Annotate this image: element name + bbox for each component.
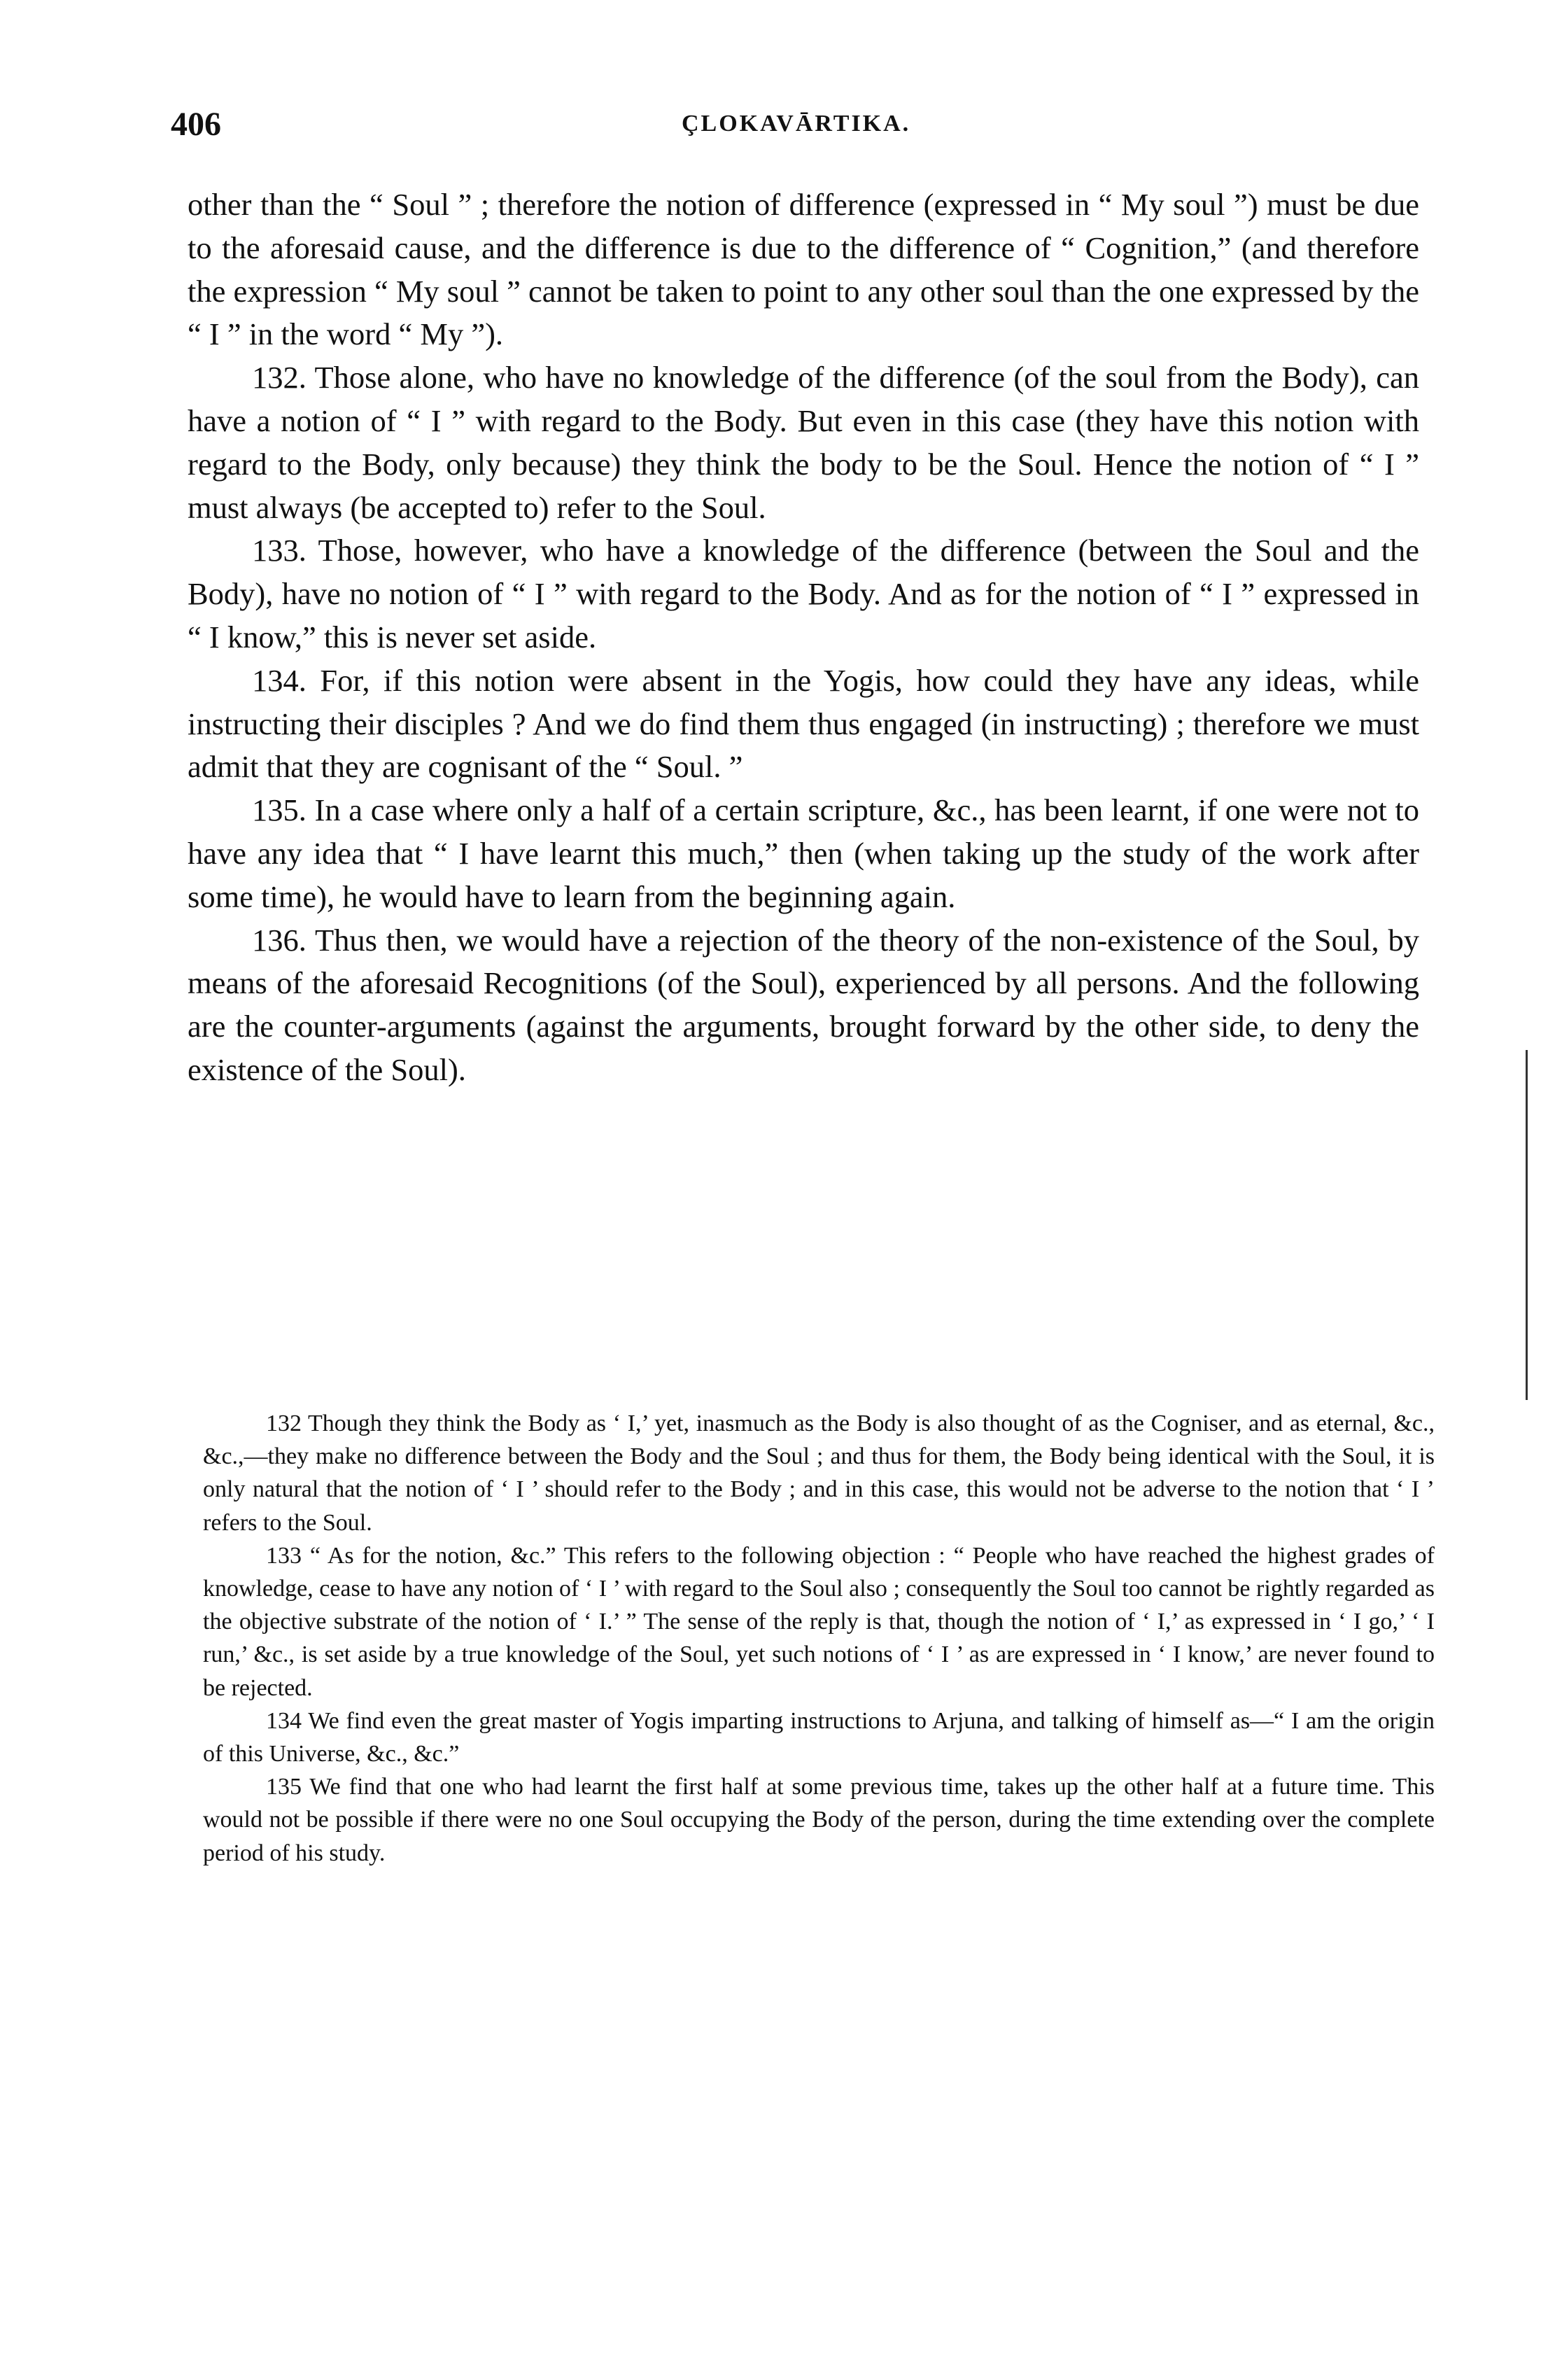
footnotes bbox=[203, 1407, 1435, 1870]
page-number: 406 bbox=[171, 106, 221, 143]
page-header bbox=[171, 105, 1444, 161]
footnote-132: 132 Though they think the Body as ‘ I,’ yet, inasmuch as the Body is also thought of as the Cogniser, and as eternal, &c., &c.,—they make no difference between the Body and the Soul ; and thus for them, the Body being identical with the Soul, it is only natural that the notion of ‘ I ’ should refer to the Body ; and in this case, this would not be adverse to the notion that ‘ I ’ refers to the Soul. bbox=[203, 1410, 1435, 1536]
verse-133: 133. Those, however, who have a knowledge of the difference (between the Soul and the Body), have no notion of “ I ” with regard to the Body. And as for the notion of “ I ” expressed in “ I know,” this is never set aside. bbox=[188, 533, 1419, 654]
verse-134: 134. For, if this notion were absent in the Yogis, how could they have any ideas, while instructing their disciples ? And we do find them thus engaged (in instructing) ; therefore we must admit that they are cognisant of the “ Soul. ” bbox=[188, 662, 1419, 785]
footnote-133: 133 “ As for the notion, &c.” This refers to the following objection : “ People who have reached the highest grades of knowledge, cease to have any notion of ‘ I ’ with regard to the Soul also ; consequently the Soul too cannot be rightly regarded as the objective substrate of the notion of ‘ I.’ ” The sense of the reply is that, though the notion of ‘ I,’ as expressed in ‘ I go,’ ‘ I run,’ &c., is set aside by a true knowledge of the Soul, yet such notions of ‘ I ’ as are expressed in ‘ I know,’ are never found to be rejected. bbox=[203, 1542, 1435, 1701]
main-text bbox=[188, 183, 1419, 1092]
verse-132: 132. Those alone, who have no knowledge of the difference (of the soul from the Body), can have a notion of “ I ” with regard to the Body. But even in this case (they have this notion with regard to the Body, only because) they think the body to be the Soul. Hence the notion of “ I ” must always (be accepted to) refer to the Soul. bbox=[188, 360, 1419, 525]
margin-mark bbox=[1526, 1050, 1528, 1400]
running-title: ÇLOKAVĀRTIKA. bbox=[682, 111, 911, 136]
verse-136: 136. Thus then, we would have a rejection of the theory of the non-existence of the Soul, by means of the aforesaid Recognitions (of the Soul), experienced by all persons. And the following are the counter-arguments (against the arguments, brought forward by the other side, to deny the existence of the Soul). bbox=[188, 922, 1419, 1087]
verse-135: 135. In a case where only a half of a certain scripture, &c., has been learnt, if one were not to have any idea that “ I have learnt this much,” then (when taking up the study of the work after some time), he would have to learn from the beginning again. bbox=[188, 792, 1419, 914]
footnote-134: 134 We find even the great master of Yogis imparting instructions to Arjuna, and talking of himself as—“ I am the origin of this Universe, &c., &c.” bbox=[203, 1707, 1435, 1768]
footnote-135: 135 We find that one who had learnt the first half at some previous time, takes up the other half at a future time. This would not be possible if there were no one Soul occupying the Body of the person, during the time extending over the complete period of his study. bbox=[203, 1774, 1435, 1866]
paragraph-continuation: other than the “ Soul ” ; therefore the notion of difference (expressed in “ My soul ”) must be due to the aforesaid cause, and the difference is due to the difference of “ Cognition,” (and therefore the expression “ My soul ” cannot be taken to point to any other soul than the one expressed by the “ I ” in the word “ My ”). bbox=[188, 187, 1419, 352]
